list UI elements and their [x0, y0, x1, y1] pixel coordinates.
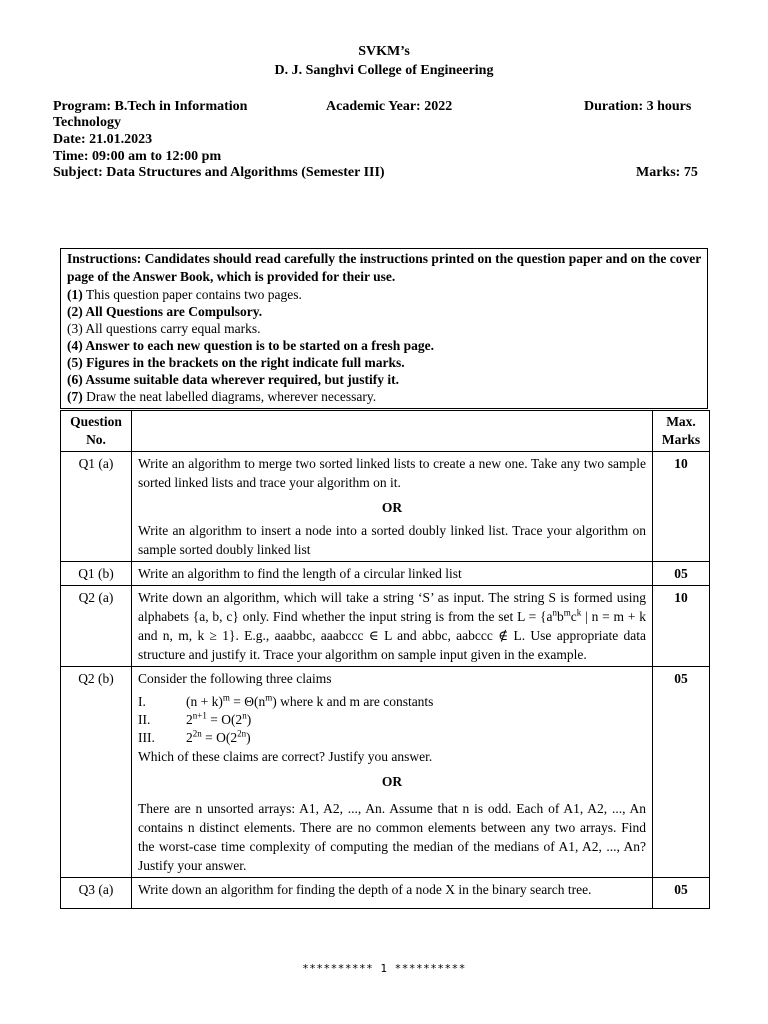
table-row [61, 452, 710, 562]
question-text: Write down an algorithm for finding the depth of a node X in the binary search tree. [132, 878, 653, 909]
exam-date: Date: 21.01.2023 [53, 132, 153, 147]
instruction-item: (6) Assume suitable data wherever required, but justify it. [67, 372, 400, 387]
instructions-heading: Instructions: Candidates should read carefully the instructions printed on the question paper and on the cover page of the Answer Book, which is provided for their use. [67, 251, 701, 284]
exam-time: Time: 09:00 am to 12:00 pm [53, 149, 222, 164]
or-separator: OR [381, 774, 403, 789]
instruction-item: (2) All Questions are Compulsory. [67, 304, 263, 319]
instruction-item: (3) All questions carry equal marks. [67, 321, 261, 336]
question-text: Write an algorithm to find the length of a circular linked list [132, 562, 653, 586]
institution-name: SVKM’s [358, 44, 410, 59]
instruction-item: (1) This question paper contains two pages. [67, 287, 302, 302]
claim-item: I. $(n + k)^m = \Theta(n^m)$ where k and m are constants [138, 692, 434, 709]
duration: Duration: 3 hours [584, 99, 692, 114]
questions-table [60, 410, 710, 909]
question-number: Q2 (a) [61, 586, 132, 667]
instruction-item: (7) Draw the neat labelled diagrams, wherever necessary. [67, 389, 377, 404]
claim-item: III. $2^{2n} = O(2^{2n})$ [138, 728, 251, 745]
table-header-row [61, 411, 710, 452]
question-marks: 10 [653, 452, 710, 562]
instructions-box [60, 248, 708, 409]
or-separator: OR [381, 500, 403, 515]
page-footer: ********** 1 ********** [302, 962, 466, 975]
question-marks: 05 [653, 562, 710, 586]
question-number: Q2 (b) [61, 667, 132, 878]
subject: Subject: Data Structures and Algorithms (Semester III) [53, 165, 385, 180]
instruction-item: (4) Answer to each new question is to be started on a fresh page. [67, 338, 435, 353]
question-marks: 05 [653, 878, 710, 909]
program: Program: B.Tech in Information [53, 99, 248, 114]
table-row [61, 667, 710, 878]
question-text: Write down an algorithm, which will take a string ‘S’ as input. The string S is formed using alphabets {a, b, c} only. Find whether the input string is from the set $L = \{a^nb^mc^k$ | n = m + k and n, m, k ≥ 1}. E.g., aaabbc, aaabccc ∈ L and abbc, aabccc ∉ L. Use appropriate data structure and justify it. Trace your algorithm on sample input given in the example. [132, 586, 653, 667]
question-marks: 10 [653, 586, 710, 667]
question-number: Q1 (a) [61, 452, 132, 562]
table-row [61, 878, 710, 909]
program-continued: Technology [53, 115, 121, 130]
question-no-header: Question No. [61, 411, 132, 452]
max-marks-header: Max. Marks [653, 411, 710, 452]
question-number: Q3 (a) [61, 878, 132, 909]
instruction-item: (5) Figures in the brackets on the right indicate full marks. [67, 355, 405, 370]
table-row [61, 586, 710, 667]
question-marks: 05 [653, 667, 710, 878]
question-number: Q1 (b) [61, 562, 132, 586]
table-row [61, 562, 710, 586]
claim-item: II. $2^{n+1} = O(2^n)$ [138, 710, 252, 727]
academic-year: Academic Year: 2022 [326, 99, 453, 114]
total-marks: Marks: 75 [636, 165, 698, 180]
question-text: Consider the following three claims I. $(n + k)^m = \Theta(n^m)$ where k and m are constants II. $2^{n+1} = O(2^n)$ III. $2^{2n} = O(2^{2n})$ Which of these claims are correct? Justify you answer. OR There are n unsorted arrays: A1, A2, ..., An. Assume that n is odd. Each of A1, A2, ..., An contains n distinct elements. There are no common elements between any two arrays. Find the worst-case time complexity of computing the median of the medians of A1, A2, ..., An? Justify your answer. [132, 667, 653, 878]
college-name: D. J. Sanghvi College of Engineering [274, 63, 494, 78]
question-text: Write an algorithm to merge two sorted linked lists to create a new one. Take any two sample sorted linked lists and trace your algorithm on it. OR Write an algorithm to insert a node into a sorted doubly linked list. Trace your algorithm on sample sorted doubly linked list [132, 452, 653, 562]
